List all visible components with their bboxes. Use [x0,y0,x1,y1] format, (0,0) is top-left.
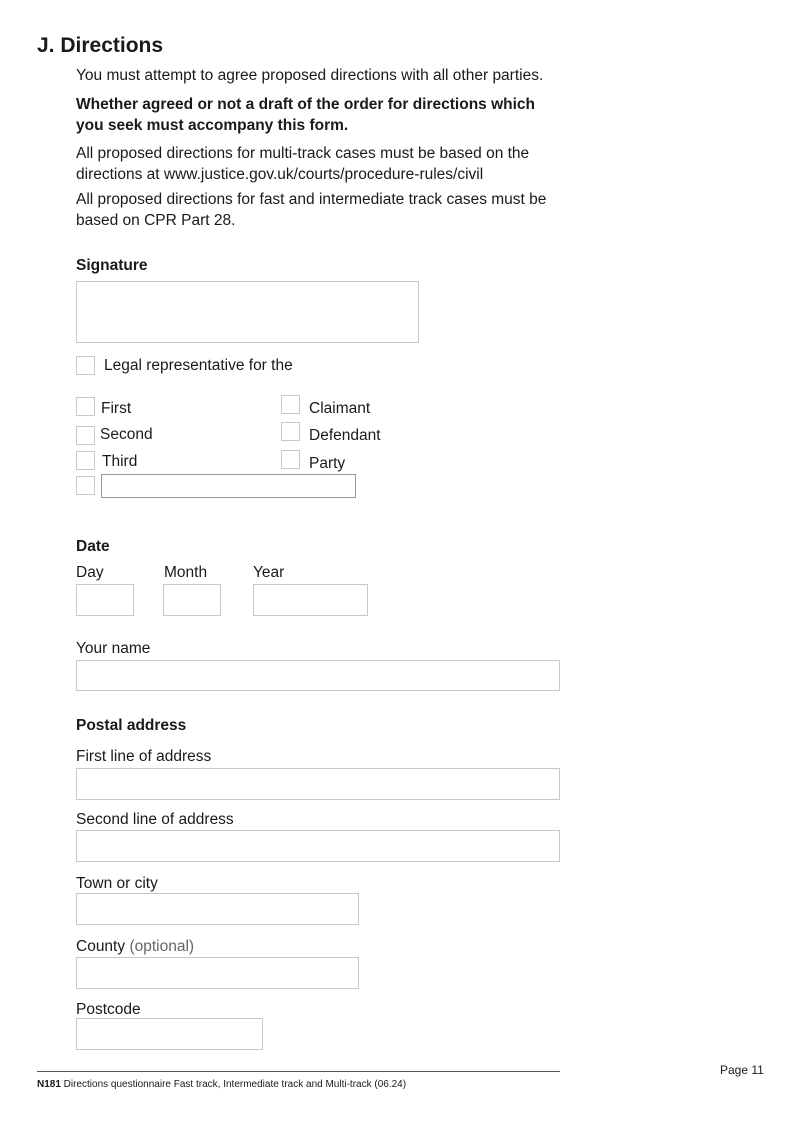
your-name-label: Your name [76,640,151,657]
legal-representative-checkbox[interactable] [76,356,95,375]
intro-paragraph-1: You must attempt to agree proposed directions with all other parties. [76,67,544,84]
claimant-label: Claimant [309,400,371,417]
second-line-field[interactable] [76,830,560,862]
county-label [76,938,194,956]
intro-paragraph-3: All proposed directions for multi-track cases must be based on the directions at www.justice.gov.uk/courts/procedure-rules/civil [76,145,530,183]
footer-text [37,1079,406,1090]
postal-address-label: Postal address [76,717,187,734]
month-field[interactable] [163,584,221,616]
year-field[interactable] [253,584,368,616]
second-checkbox[interactable] [76,426,95,445]
form-code: N181 [37,1079,61,1090]
second-label: Second [100,426,153,443]
county-optional-text: (optional) [129,938,195,955]
third-checkbox[interactable] [76,451,95,470]
signature-field[interactable] [76,281,419,343]
your-name-field[interactable] [76,660,560,691]
other-checkbox[interactable] [76,476,95,495]
intro-paragraph-4: All proposed directions for fast and intermediate track cases must be based on CPR Part 28. [76,191,547,229]
day-field[interactable] [76,584,134,616]
third-label: Third [102,453,138,470]
first-line-label: First line of address [76,748,212,765]
section-title: J. Directions [37,34,164,57]
claimant-checkbox[interactable] [281,395,300,414]
signature-label: Signature [76,257,148,274]
other-text-field[interactable] [101,474,356,498]
legal-representative-label: Legal representative for the [104,357,293,374]
second-line-label: Second line of address [76,811,234,828]
defendant-checkbox[interactable] [281,422,300,441]
postcode-label: Postcode [76,1001,141,1018]
town-field[interactable] [76,893,359,925]
town-label: Town or city [76,875,158,892]
county-field[interactable] [76,957,359,989]
first-checkbox[interactable] [76,397,95,416]
defendant-label: Defendant [309,427,381,444]
day-label: Day [76,564,104,581]
party-label: Party [309,455,346,472]
postcode-field[interactable] [76,1018,263,1050]
date-label: Date [76,538,110,555]
first-label: First [101,400,132,417]
intro-paragraph-2: Whether agreed or not a draft of the order for directions which you seek must accompany this form. [76,96,536,134]
page-number: Page 11 [720,1063,764,1077]
year-label: Year [253,564,285,581]
form-title: Directions questionnaire Fast track, Intermediate track and Multi-track (06.24) [60,1079,407,1090]
first-line-field[interactable] [76,768,560,800]
party-checkbox[interactable] [281,450,300,469]
footer-divider [37,1071,560,1072]
month-label: Month [164,564,208,581]
county-label-text: County [76,938,126,955]
